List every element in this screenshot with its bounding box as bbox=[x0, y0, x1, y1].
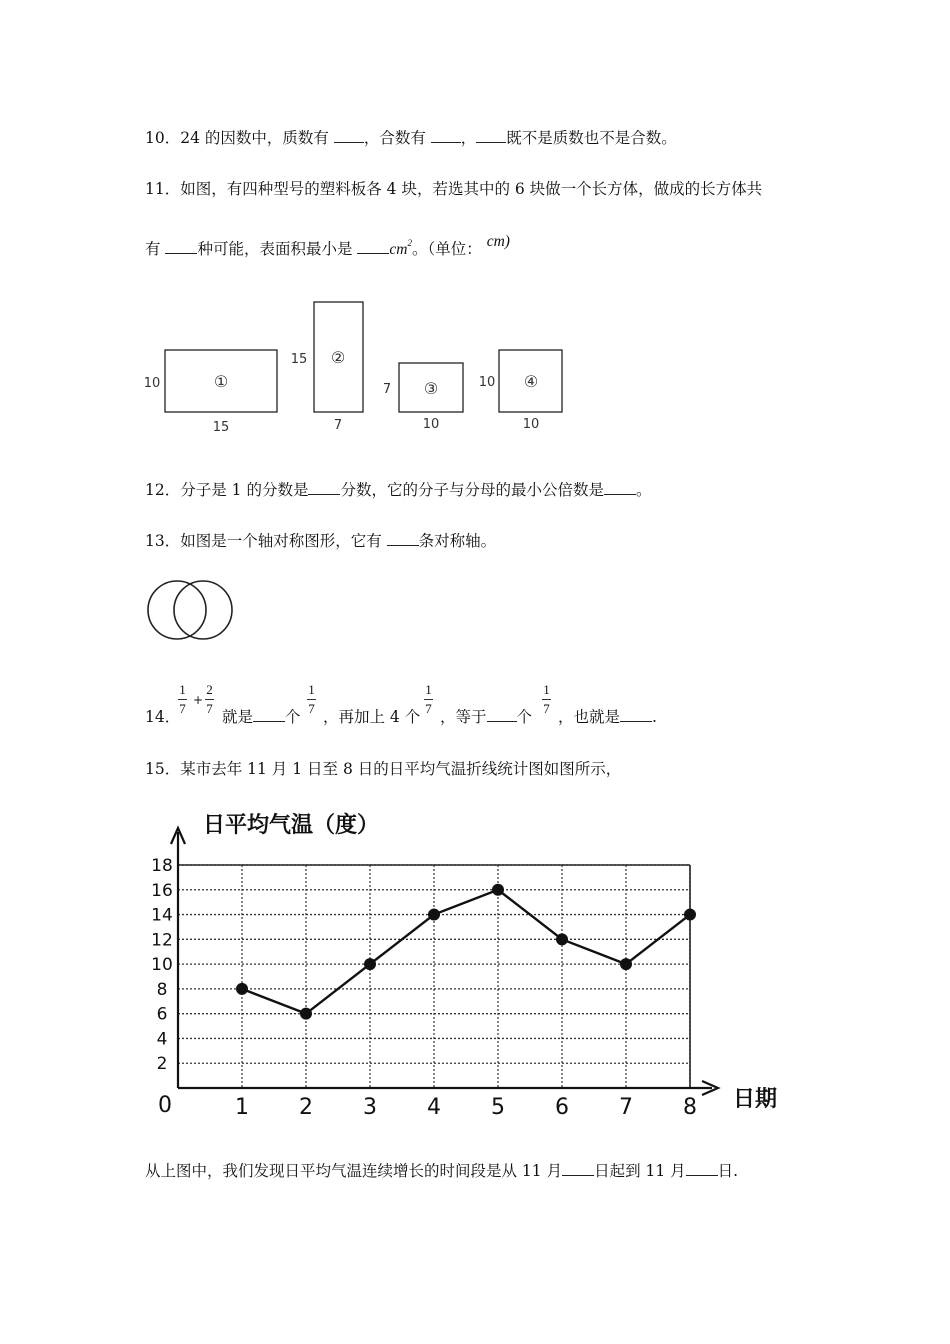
plate-4 bbox=[479, 350, 562, 432]
fraction-1-7: 1 7 bbox=[308, 682, 315, 716]
symmetric-figure bbox=[140, 575, 240, 645]
x-tick-label: 4 bbox=[427, 1095, 441, 1120]
data-point bbox=[300, 1008, 312, 1020]
temperature-line-chart bbox=[140, 800, 800, 1130]
x-tick-label: 7 bbox=[619, 1095, 633, 1120]
answer-blank[interactable] bbox=[165, 239, 197, 254]
plate-2-width: 7 bbox=[333, 418, 343, 433]
answer-blank[interactable] bbox=[604, 480, 636, 495]
answer-blank[interactable] bbox=[308, 480, 340, 495]
answer-blank[interactable] bbox=[476, 128, 506, 143]
plate-4-label: ④ bbox=[523, 372, 539, 391]
series-polyline bbox=[242, 890, 690, 1014]
plates-figure bbox=[140, 295, 580, 440]
plus-sign: + bbox=[193, 693, 204, 707]
x-tick-labels bbox=[235, 1095, 697, 1120]
origin-label: 0 bbox=[158, 1093, 172, 1118]
data-point bbox=[428, 909, 440, 921]
plate-1-height: 10 bbox=[143, 376, 161, 391]
series-line bbox=[236, 884, 696, 1020]
y-tick-labels bbox=[151, 856, 173, 1074]
x-tick-label: 1 bbox=[235, 1095, 249, 1120]
plate-4-width: 10 bbox=[522, 417, 540, 432]
answer-blank[interactable] bbox=[334, 128, 364, 143]
plate-1 bbox=[144, 350, 277, 435]
question-14-text-d: ，也就是 . bbox=[558, 708, 657, 726]
data-point bbox=[364, 958, 376, 970]
answer-blank[interactable] bbox=[431, 128, 461, 143]
y-tick-label: 10 bbox=[151, 955, 173, 976]
question-14-text-a: 就是 个 bbox=[222, 708, 301, 726]
question-13: 13．如图是一个轴对称图形，它有 条对称轴。 bbox=[145, 532, 497, 550]
data-point bbox=[620, 958, 632, 970]
data-point bbox=[556, 933, 568, 945]
y-tick-label: 8 bbox=[156, 979, 168, 1000]
answer-blank[interactable] bbox=[562, 1161, 594, 1176]
question-15: 15．某市去年 11 月 1 日至 8 日的日平均气温折线统计图如图所示， bbox=[145, 760, 622, 778]
question-12: 12．分子是 1 的分数是 分数，它的分子与分母的最小公倍数是 。 bbox=[145, 481, 652, 499]
x-tick-label: 2 bbox=[299, 1095, 313, 1120]
x-tick-label: 5 bbox=[491, 1095, 505, 1120]
chart-title: 日平均气温（度） bbox=[203, 813, 380, 838]
fraction-1-7: 1 7 bbox=[425, 682, 432, 716]
plate-2 bbox=[291, 302, 363, 433]
plate-1-label: ① bbox=[213, 372, 229, 391]
y-tick-label: 2 bbox=[156, 1054, 168, 1075]
question-14-text-b: ，再加上 4 个 bbox=[323, 708, 421, 726]
answer-blank[interactable] bbox=[387, 531, 419, 546]
plate-3-label: ③ bbox=[423, 379, 439, 398]
answer-blank[interactable] bbox=[686, 1161, 718, 1176]
question-14: 14． bbox=[145, 708, 181, 726]
y-tick-label: 12 bbox=[151, 930, 173, 951]
left-circle bbox=[148, 581, 206, 639]
question-15-followup: 从上图中，我们发现日平均气温连续增长的时间段是从 11 月 日起到 11 月 日. bbox=[145, 1162, 739, 1180]
question-14-text-c: ，等于 个 bbox=[440, 708, 533, 726]
question-11-line-2: 有 种可能，表面积最小是 $cm^2$。（单位： cm) bbox=[145, 233, 510, 258]
question-10: 10．24 的因数中，质数有 ，合数有 ， 既不是质数也不是合数。 bbox=[145, 129, 677, 147]
answer-blank[interactable] bbox=[253, 707, 285, 722]
fraction-1-7: 1 7 bbox=[179, 682, 186, 716]
plate-3-width: 10 bbox=[422, 417, 440, 432]
x-tick-label: 8 bbox=[683, 1095, 697, 1120]
question-11-line-1: 11．如图，有四种型号的塑料板各 4 块，若选其中的 6 块做一个长方体，做成的长方体共 bbox=[145, 180, 763, 198]
plate-2-height: 15 bbox=[290, 352, 308, 367]
answer-blank[interactable] bbox=[487, 707, 517, 722]
fraction-2-7: 2 7 bbox=[206, 682, 213, 716]
plate-1-width: 15 bbox=[212, 420, 230, 435]
chart-axes bbox=[171, 828, 718, 1095]
data-point bbox=[492, 884, 504, 896]
data-point bbox=[236, 983, 248, 995]
y-tick-label: 16 bbox=[151, 880, 173, 901]
answer-blank[interactable] bbox=[620, 707, 652, 722]
plate-2-label: ② bbox=[330, 348, 346, 367]
x-axis-label: 日期 bbox=[733, 1087, 778, 1112]
y-tick-label: 14 bbox=[151, 905, 173, 926]
plate-3-height: 7 bbox=[382, 382, 392, 397]
right-circle bbox=[174, 581, 232, 639]
y-tick-label: 4 bbox=[156, 1029, 168, 1050]
data-point bbox=[684, 909, 696, 921]
plate-4-height: 10 bbox=[478, 375, 496, 390]
plate-3 bbox=[383, 363, 463, 432]
y-tick-label: 6 bbox=[156, 1004, 168, 1025]
chart-grid bbox=[178, 865, 690, 1088]
x-tick-label: 6 bbox=[555, 1095, 569, 1120]
y-tick-label: 18 bbox=[151, 856, 173, 876]
x-tick-label: 3 bbox=[363, 1095, 377, 1120]
answer-blank[interactable] bbox=[357, 239, 389, 254]
fraction-1-7: 1 7 bbox=[543, 682, 550, 716]
